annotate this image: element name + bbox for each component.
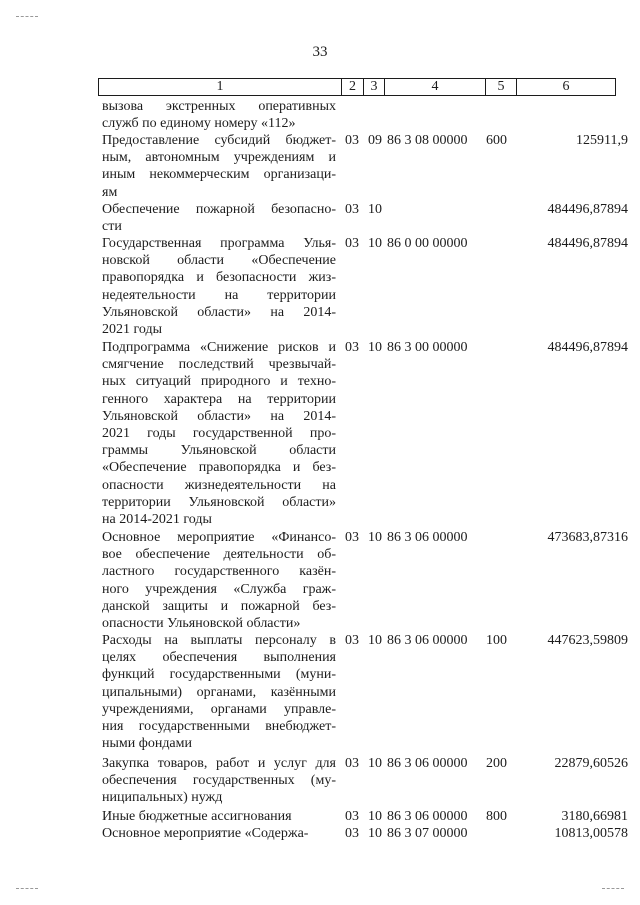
description-line: правопорядка и безопасности жиз-	[102, 270, 336, 286]
section-code: 03	[345, 809, 359, 824]
description-line: Основное мероприятие «Финансо-	[102, 530, 336, 545]
target-item-code: 86 3 08 00000	[387, 133, 468, 148]
scan-mark	[16, 16, 38, 17]
expense-type-code: 600	[486, 133, 507, 148]
subsection-code: 10	[368, 340, 382, 355]
subsection-code: 10	[368, 202, 382, 217]
description-line: Ульяновской области» на 2014-	[102, 304, 336, 320]
description-line: Обеспечение пожарной безопасно-	[102, 202, 336, 217]
row-description	[102, 98, 336, 132]
section-code: 03	[345, 340, 359, 355]
target-item-code: 86 3 06 00000	[387, 633, 468, 648]
subsection-code: 09	[368, 133, 382, 148]
row-description	[102, 132, 336, 201]
row-description	[102, 755, 336, 807]
amount: 3180,66981	[561, 809, 628, 824]
amount: 484496,87894	[547, 236, 628, 251]
expense-type-code: 200	[486, 756, 507, 771]
description-line: «Обеспечение правопорядка и без-	[102, 460, 336, 476]
description-line: Предоставление субсидий бюджет-	[102, 133, 336, 148]
amount: 447623,59809	[547, 633, 628, 648]
scan-mark	[16, 888, 38, 889]
description-line: обеспечения государственных (му-	[102, 773, 336, 789]
description-line: генного характера на территории	[102, 391, 336, 407]
description-line: ными фондами	[102, 736, 193, 752]
target-item-code: 86 3 06 00000	[387, 756, 468, 771]
subsection-code: 10	[368, 809, 382, 824]
row-description	[102, 632, 336, 752]
description-line: опасности Ульяновской области»	[102, 615, 301, 631]
description-line: ластного государственного казён-	[102, 564, 336, 580]
subsection-code: 10	[368, 530, 382, 545]
description-line: смягчение последствий чрезвычай-	[102, 357, 336, 373]
target-item-code: 86 3 06 00000	[387, 809, 468, 824]
amount: 484496,87894	[547, 340, 628, 355]
description-line: Иные бюджетные ассигнования	[102, 809, 292, 824]
header-col-4: 4	[385, 79, 486, 96]
description-line: ным, автономным учреждениям и	[102, 150, 336, 166]
description-line: граммы Ульяновской области	[102, 443, 336, 459]
subsection-code: 10	[368, 236, 382, 251]
description-line: ям	[102, 184, 118, 200]
description-line: учреждениями, органами управле-	[102, 701, 336, 717]
header-col-2: 2	[342, 79, 364, 96]
description-line: вое обеспечение деятельности об-	[102, 547, 336, 563]
target-item-code: 86 3 07 00000	[387, 826, 468, 841]
description-line: ципальными) органами, казёнными	[102, 684, 336, 700]
header-col-1: 1	[99, 79, 342, 96]
section-code: 03	[345, 756, 359, 771]
description-line: целях обеспечения выполнения	[102, 650, 336, 666]
amount: 125911,9	[576, 133, 628, 148]
section-code: 03	[345, 202, 359, 217]
header-col-6: 6	[517, 79, 616, 96]
description-line: Государственная программа Улья-	[102, 236, 336, 251]
description-line: на 2014-2021 годы	[102, 511, 212, 527]
row-description	[102, 339, 336, 528]
subsection-code: 10	[368, 633, 382, 648]
section-code: 03	[345, 133, 359, 148]
description-line: недеятельности на территории	[102, 287, 336, 303]
expense-type-code: 800	[486, 809, 507, 824]
description-line: ного учреждения «Служба граж-	[102, 581, 336, 597]
description-line: служб по единому номеру «112»	[102, 116, 296, 132]
page-number: 33	[312, 44, 328, 60]
header-col-5: 5	[486, 79, 517, 96]
row-description	[102, 235, 336, 338]
amount: 484496,87894	[547, 202, 628, 217]
amount: 473683,87316	[547, 530, 628, 545]
subsection-code: 10	[368, 826, 382, 841]
row-description	[102, 825, 336, 842]
description-line: функций государственными (муни-	[102, 667, 336, 683]
scan-mark	[602, 888, 624, 889]
header-col-3: 3	[364, 79, 385, 96]
target-item-code: 86 0 00 00000	[387, 236, 468, 251]
description-line: Расходы на выплаты персоналу в	[102, 633, 336, 648]
section-code: 03	[345, 236, 359, 251]
row-description	[102, 529, 336, 632]
description-line: ния государственными внебюджет-	[102, 718, 336, 734]
description-line: Закупка товаров, работ и услуг для	[102, 756, 336, 771]
row-description	[102, 201, 336, 235]
description-line: иным некоммерческим организаци-	[102, 167, 336, 183]
target-item-code: 86 3 06 00000	[387, 530, 468, 545]
table-header	[98, 78, 616, 96]
description-line: Подпрограмма «Снижение рисков и	[102, 340, 336, 355]
description-line: Основное мероприятие «Содержа-	[102, 826, 309, 841]
target-item-code: 86 3 00 00000	[387, 340, 468, 355]
row-description	[102, 808, 336, 825]
description-line: Ульяновской области» на 2014-	[102, 408, 336, 424]
description-line: 2021 годы	[102, 321, 163, 337]
description-line: 2021 годы государственной про-	[102, 425, 336, 441]
amount: 22879,60526	[554, 756, 628, 771]
section-code: 03	[345, 633, 359, 648]
description-line: данской защиты и пожарной без-	[102, 598, 336, 614]
description-line: сти	[102, 219, 122, 235]
description-line: территории Ульяновской области»	[102, 494, 336, 510]
description-line: новской области «Обеспечение	[102, 253, 336, 269]
description-line: опасности жизнедеятельности на	[102, 477, 336, 493]
amount: 10813,00578	[554, 826, 628, 841]
subsection-code: 10	[368, 756, 382, 771]
section-code: 03	[345, 826, 359, 841]
description-line: ных ситуаций природного и техно-	[102, 374, 336, 390]
expense-type-code: 100	[486, 633, 507, 648]
description-line: вызова экстренных оперативных	[102, 99, 336, 114]
description-line: ниципальных) нужд	[102, 790, 223, 806]
section-code: 03	[345, 530, 359, 545]
